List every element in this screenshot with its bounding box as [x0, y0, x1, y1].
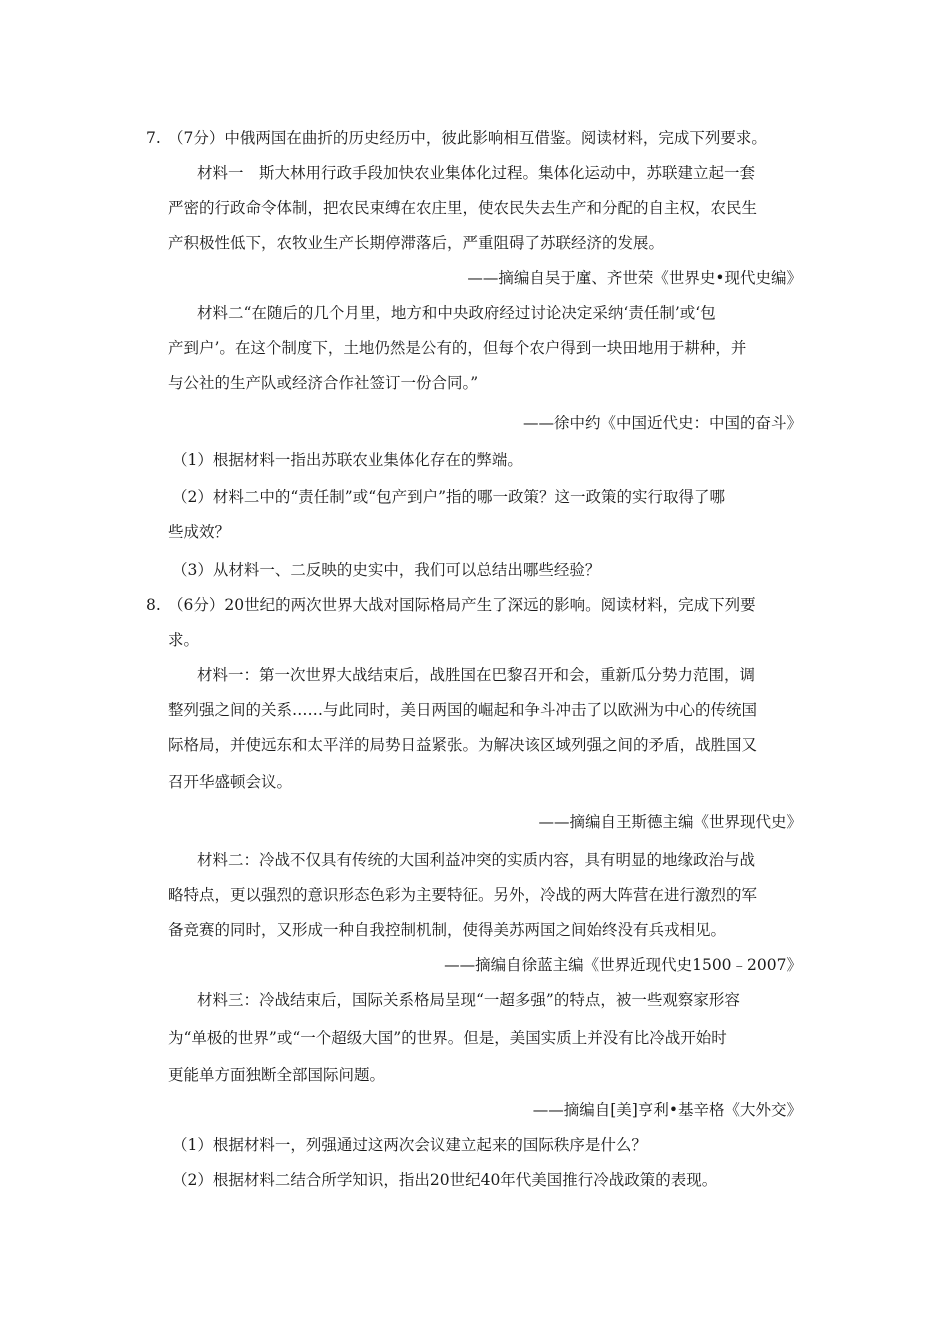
q7-subquestion-2-line: 些成效？	[168, 523, 231, 541]
q7-material-2-line: 产到户’。在这个制度下，土地仍然是公有的，但每个农户得到一块田地用于耕种，并	[168, 339, 747, 357]
question-7-number: 7.	[146, 129, 161, 147]
q7-subquestion-3: （3）从材料一、二反映的史实中，我们可以总结出哪些经验？	[172, 561, 601, 579]
question-8-number: 8.	[146, 596, 161, 614]
question-8-stem-line: 求。	[168, 631, 200, 649]
q8-material-1-line: 整列强之间的关系……与此同时，美日两国的崛起和争斗冲击了以欧洲为中心的传统国	[168, 701, 758, 719]
q8-subquestion-2: （2）根据材料二结合所学知识，指出20世纪40年代美国推行冷战政策的表现。	[172, 1171, 718, 1189]
q8-material-1-line: 召开华盛顿会议。	[168, 773, 293, 791]
q8-material-2-line: 备竞赛的同时，又形成一种自我控制机制，使得美苏两国之间始终没有兵戎相见。	[168, 921, 727, 939]
question-7-stem: （7分）中俄两国在曲折的历史经历中，彼此影响相互借鉴。阅读材料，完成下列要求。	[168, 129, 767, 147]
q7-material-2-line: 材料二“在随后的几个月里，地方和中央政府经过讨论决定采纳‘责任制’或‘包	[197, 304, 716, 322]
q7-material-2-line: 与公社的生产队或经济合作社签订一份合同。”	[168, 374, 479, 392]
q7-material-1-line: 材料一 斯大林用行政手段加快农业集体化过程。集体化运动中，苏联建立起一套	[197, 164, 756, 182]
q8-material-3-line: 材料三：冷战结束后，国际关系格局呈现“一超多强”的特点，被一些观察家形容	[197, 991, 740, 1009]
q8-material-3-source: ——摘编自[美]亨利•基辛格《大外交》	[532, 1101, 802, 1119]
q7-material-1-source: ——摘编自吴于廑、齐世荣《世界史•现代史编》	[467, 269, 802, 287]
q7-subquestion-1: （1）根据材料一指出苏联农业集体化存在的弊端。	[172, 451, 523, 469]
q8-material-2-source: ——摘编自徐蓝主编《世界近现代史1500﹣2007》	[444, 956, 802, 974]
q7-material-1-line: 严密的行政命令体制，把农民束缚在农庄里，使农民失去生产和分配的自主权，农民生	[168, 199, 758, 217]
question-8-stem-line: （6分）20世纪的两次世界大战对国际格局产生了深远的影响。阅读材料，完成下列要	[168, 596, 756, 614]
q8-material-1-line: 际格局，并使远东和太平洋的局势日益紧张。为解决该区域列强之间的矛盾，战胜国又	[168, 736, 758, 754]
q7-material-2-source: ——徐中约《中国近代史：中国的奋斗》	[522, 414, 802, 432]
q8-material-3-line: 为“单极的世界”或“一个超级大国”的世界。但是，美国实质上并没有比冷战开始时	[168, 1029, 727, 1047]
q8-material-2-line: 材料二：冷战不仅具有传统的大国利益冲突的实质内容，具有明显的地缘政治与战	[197, 851, 756, 869]
q8-subquestion-1: （1）根据材料一，列强通过这两次会议建立起来的国际秩序是什么？	[172, 1136, 647, 1154]
q8-material-3-line: 更能单方面独断全部国际问题。	[168, 1066, 386, 1084]
q7-subquestion-2-line: （2）材料二中的“责任制”或“包产到户”指的哪一政策？这一政策的实行取得了哪	[172, 488, 726, 506]
q7-material-1-line: 产积极性低下，农牧业生产长期停滞落后，严重阻碍了苏联经济的发展。	[168, 234, 665, 252]
q8-material-1-line: 材料一：第一次世界大战结束后，战胜国在巴黎召开和会，重新瓜分势力范围，调	[197, 666, 756, 684]
q8-material-1-source: ——摘编自王斯德主编《世界现代史》	[538, 813, 802, 831]
q8-material-2-line: 略特点，更以强烈的意识形态色彩为主要特征。另外，冷战的两大阵营在进行激烈的军	[168, 886, 758, 904]
